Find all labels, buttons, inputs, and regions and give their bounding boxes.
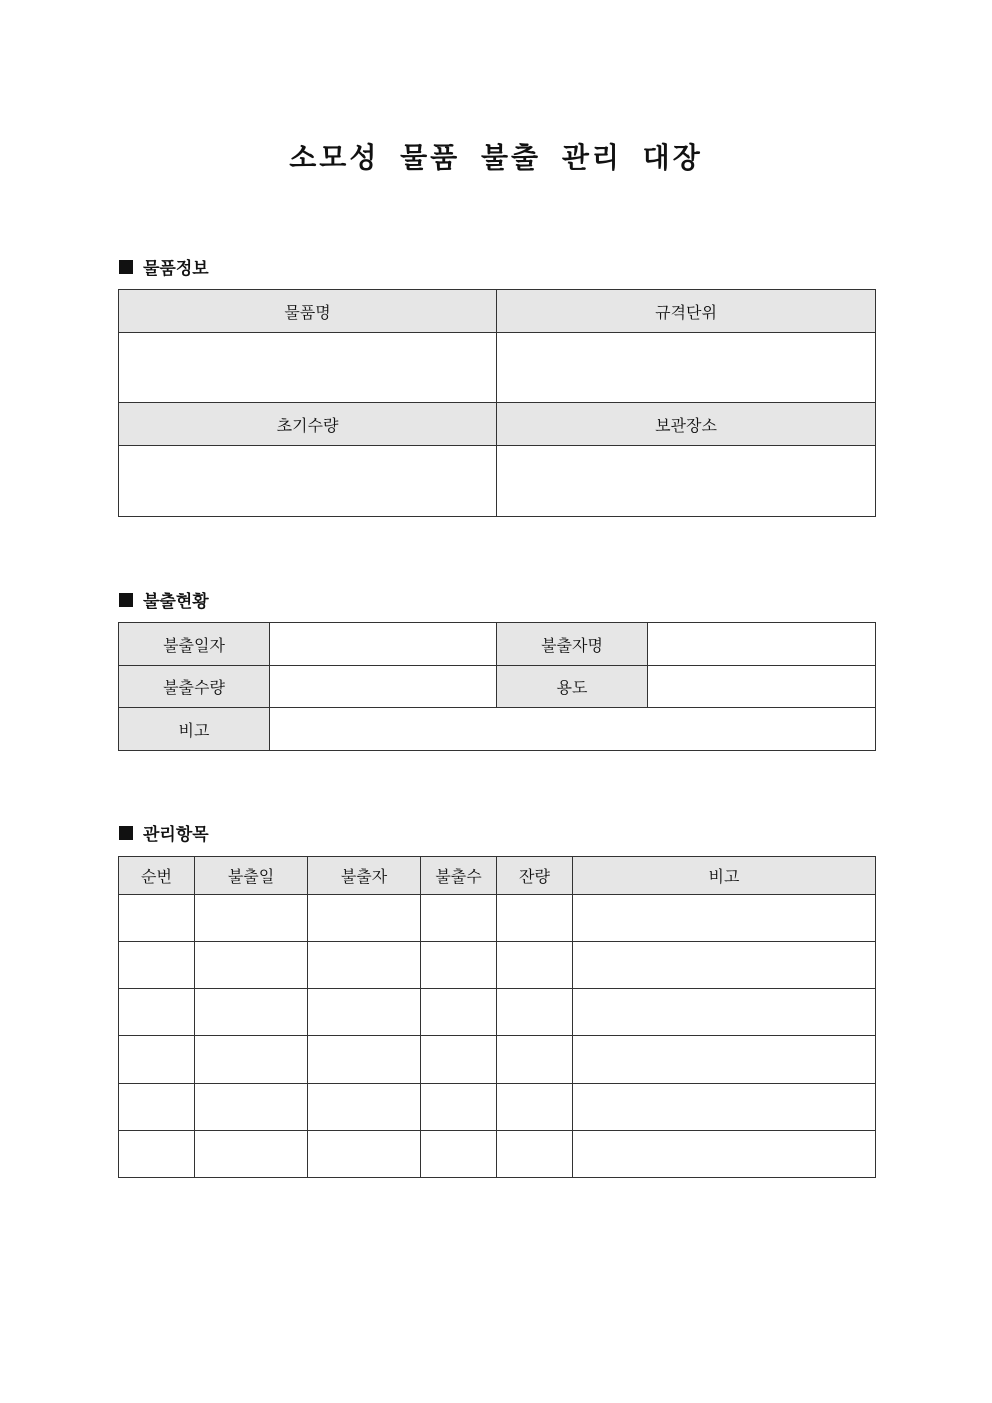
initial-qty-label: 초기수량 xyxy=(119,403,497,446)
dispenser-name-label: 불출자명 xyxy=(497,623,648,666)
item-name-field[interactable] xyxy=(119,333,497,403)
table-cell[interactable] xyxy=(573,1036,876,1084)
table-cell[interactable] xyxy=(573,895,876,942)
initial-qty-field[interactable] xyxy=(119,446,497,517)
table-cell[interactable] xyxy=(119,942,195,989)
table-cell[interactable] xyxy=(308,1036,421,1084)
table-cell[interactable] xyxy=(421,895,497,942)
section-heading-label: 불출현황 xyxy=(143,592,209,612)
column-header-remarks: 비고 xyxy=(573,857,876,895)
column-header-remaining: 잔량 xyxy=(497,857,573,895)
table-cell[interactable] xyxy=(195,1084,308,1131)
table-cell[interactable] xyxy=(195,1131,308,1178)
table-cell[interactable] xyxy=(573,942,876,989)
page-title: 소모성 물품 불출 관리 대장 xyxy=(289,141,703,174)
table-cell[interactable] xyxy=(497,895,573,942)
table-row xyxy=(119,989,876,1036)
table-cell[interactable] xyxy=(421,942,497,989)
table-cell[interactable] xyxy=(421,1084,497,1131)
dispense-date-field[interactable] xyxy=(270,623,497,666)
table-cell[interactable] xyxy=(497,942,573,989)
storage-location-label: 보관장소 xyxy=(497,403,876,446)
purpose-label: 용도 xyxy=(497,666,648,708)
table-cell[interactable] xyxy=(497,1036,573,1084)
column-header-seq: 순번 xyxy=(119,857,195,895)
table-cell[interactable] xyxy=(195,895,308,942)
table-cell[interactable] xyxy=(119,1084,195,1131)
table-row xyxy=(119,1084,876,1131)
table-cell[interactable] xyxy=(573,1131,876,1178)
remarks-field[interactable] xyxy=(270,708,876,751)
table-cell[interactable] xyxy=(195,942,308,989)
dispense-status-table xyxy=(118,622,876,751)
section-heading-management xyxy=(119,820,209,845)
purpose-field[interactable] xyxy=(648,666,876,708)
table-cell[interactable] xyxy=(119,1131,195,1178)
table-cell[interactable] xyxy=(421,989,497,1036)
table-cell[interactable] xyxy=(497,989,573,1036)
table-row xyxy=(119,1036,876,1084)
table-cell[interactable] xyxy=(308,1084,421,1131)
spec-unit-label: 규격단위 xyxy=(497,290,876,333)
square-bullet-icon xyxy=(119,593,133,607)
table-cell[interactable] xyxy=(421,1131,497,1178)
square-bullet-icon xyxy=(119,826,133,840)
management-header-row xyxy=(119,857,876,895)
management-table xyxy=(118,856,876,1178)
table-cell[interactable] xyxy=(308,989,421,1036)
table-cell[interactable] xyxy=(119,1036,195,1084)
square-bullet-icon xyxy=(119,260,133,274)
column-header-dispense-count: 불출수 xyxy=(421,857,497,895)
spec-unit-field[interactable] xyxy=(497,333,876,403)
table-cell[interactable] xyxy=(195,989,308,1036)
table-cell[interactable] xyxy=(308,1131,421,1178)
dispense-qty-label: 불출수량 xyxy=(119,666,270,708)
item-name-label: 물품명 xyxy=(119,290,497,333)
table-row xyxy=(119,942,876,989)
section-heading-label: 물품정보 xyxy=(143,259,209,279)
section-heading-dispense-status xyxy=(119,587,209,612)
section-heading-item-info xyxy=(119,254,209,279)
column-header-dispense-date: 불출일 xyxy=(195,857,308,895)
dispense-qty-field[interactable] xyxy=(270,666,497,708)
table-cell[interactable] xyxy=(497,1131,573,1178)
section-heading-label: 관리항목 xyxy=(143,825,209,845)
table-cell[interactable] xyxy=(497,1084,573,1131)
item-info-table xyxy=(118,289,876,517)
table-cell[interactable] xyxy=(119,895,195,942)
table-cell[interactable] xyxy=(119,989,195,1036)
table-cell[interactable] xyxy=(195,1036,308,1084)
table-cell[interactable] xyxy=(573,989,876,1036)
table-cell[interactable] xyxy=(308,942,421,989)
remarks-label: 비고 xyxy=(119,708,270,751)
dispense-date-label: 불출일자 xyxy=(119,623,270,666)
table-cell[interactable] xyxy=(308,895,421,942)
table-cell[interactable] xyxy=(421,1036,497,1084)
table-row xyxy=(119,1131,876,1178)
storage-location-field[interactable] xyxy=(497,446,876,517)
dispenser-name-field[interactable] xyxy=(648,623,876,666)
column-header-dispenser: 불출자 xyxy=(308,857,421,895)
table-row xyxy=(119,895,876,942)
table-cell[interactable] xyxy=(573,1084,876,1131)
